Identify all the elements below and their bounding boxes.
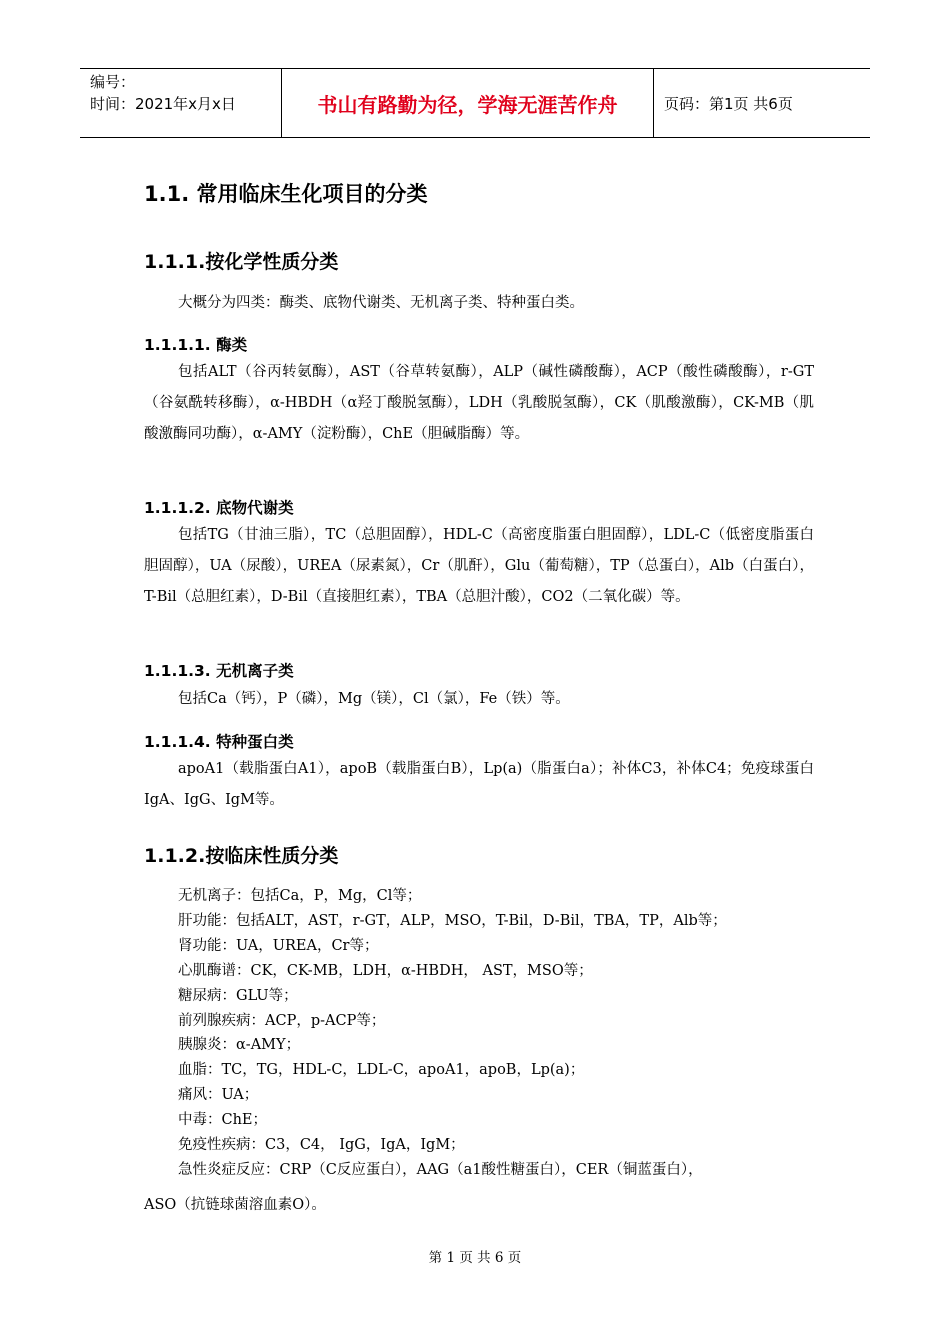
clinical-list — [144, 884, 848, 1183]
list-item: 糖尿病：GLU等； — [178, 987, 298, 1004]
page-footer: 第 1 页 共 6 页 — [428, 1250, 522, 1266]
list-item: 心肌酶谱：CK，CK-MB，LDH，α-HBDH， AST，MSO等； — [178, 962, 593, 979]
list-item: 急性炎症反应：CRP（C反应蛋白），AAG（a1酸性糖蛋白），CER（铜蓝蛋白）， — [178, 1161, 703, 1178]
number-label: 编号： — [90, 73, 136, 91]
list-item: 肾功能：UA，UREA，Cr等； — [178, 937, 379, 954]
list-item: 前列腺疾病：ACP，p-ACP等； — [178, 1012, 386, 1029]
item-title-enzymes: 1.1.1.1. 酶类 — [144, 336, 248, 354]
subsection-intro: 大概分为四类：酶类、底物代谢类、无机离子类、特种蛋白类。 — [178, 295, 584, 311]
item-title-ions: 1.1.1.3. 无机离子类 — [144, 662, 294, 680]
time-label: 时间：2021年x月x日 — [90, 95, 236, 113]
header-motto: 书山有路勤为径，学海无涯苦作舟 — [281, 69, 654, 137]
page-header — [80, 68, 870, 138]
list-item-continuation: ASO（抗链球菌溶血素O）。 — [144, 1197, 326, 1213]
item-title-proteins: 1.1.1.4. 特种蛋白类 — [144, 733, 294, 751]
list-item: 胰腺炎：α-AMY； — [178, 1037, 301, 1054]
subsection-title-2: 1.1.2.按临床性质分类 — [144, 845, 339, 867]
item-text-ions: 包括Ca（钙），P（磷），Mg（镁），Cl（氯），Fe（铁）等。 — [178, 691, 570, 707]
section-title: 1.1. 常用临床生化项目的分类 — [144, 182, 428, 206]
item-title-metabolites: 1.1.1.2. 底物代谢类 — [144, 499, 294, 517]
list-item: 血脂：TC，TG，HDL-C，LDL-C，apoA1，apoB，Lp(a)； — [178, 1062, 585, 1079]
list-item: 痛风：UA； — [178, 1087, 259, 1104]
header-meta — [80, 69, 281, 137]
item-text-metabolites: 包括TG（甘油三脂），TC（总胆固醇），HDL-C（高密度脂蛋白胆固醇），LDL-C（低密度脂蛋白胆固醇），UA（尿酸），UREA（尿素氮），Cr（肌酐），Glu（葡萄糖），TP（总蛋白），Alb（白蛋白），T-Bil（总胆红素），D-Bil（直接胆红素），TBA（总胆汁酸），CO2（二氧化碳）等。 — [144, 527, 814, 605]
list-item: 免疫性疾病：C3，C4， IgG，IgA，IgM； — [178, 1137, 465, 1154]
item-text-proteins: apoA1（载脂蛋白A1），apoB（载脂蛋白B），Lp(a)（脂蛋白a）；补体C3，补体C4；免疫球蛋白IgA、IgG、IgM等。 — [144, 761, 814, 808]
header-page-info: 页码：第1页 共6页 — [664, 94, 793, 113]
subsection-title-1: 1.1.1.按化学性质分类 — [144, 251, 339, 273]
list-item: 无机离子：包括Ca，P，Mg，Cl等； — [178, 888, 422, 904]
item-text-enzymes: 包括ALT（谷丙转氨酶），AST（谷草转氨酶），ALP（碱性磷酸酶），ACP（酸性磷酸酶），r-GT（谷氨酰转移酶），α-HBDH（α羟丁酸脱氢酶），LDH（乳酸脱氢酶），CK（肌酸激酶），CK-MB（肌酸激酶同功酶），α-AMY（淀粉酶），ChE（胆碱脂酶）等。 — [144, 364, 814, 442]
list-item: 中毒：ChE； — [178, 1112, 268, 1129]
list-item: 肝功能：包括ALT，AST，r-GT，ALP，MSO，T-Bil，D-Bil，TBA，TP，Alb等； — [178, 912, 727, 929]
